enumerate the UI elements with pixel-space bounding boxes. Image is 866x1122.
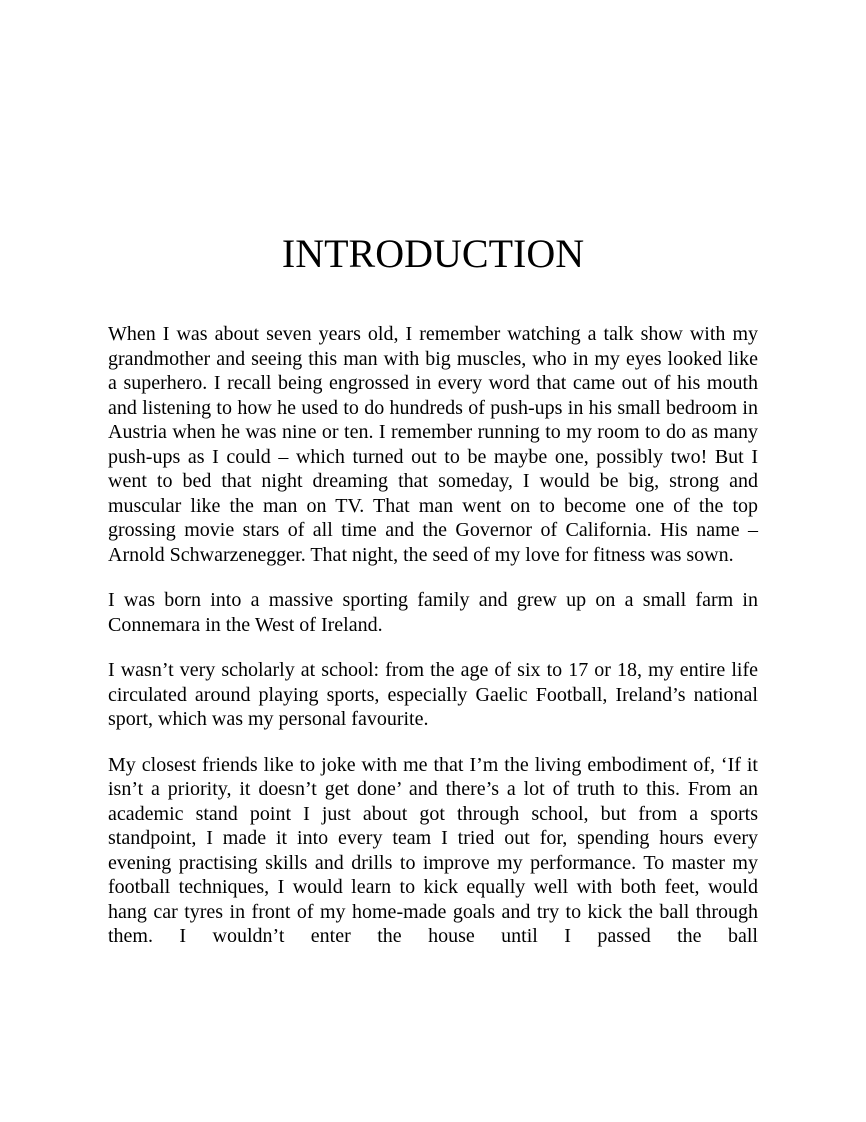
paragraph-1: When I was about seven years old, I remember watching a talk show with my grandmother and seeing this man with big muscles, who in my eyes looked like a superhero. I recall being engrossed in every word that came out of his mouth and listening to how he used to do hundreds of push-ups in his small bedroom in Austria when he was nine or ten. I remember running to my room to do as many push-ups as I could – which turned out to be maybe one, possibly two! But I went to bed that night dreaming that someday, I would be big, strong and muscular like the man on TV. That man went on to become one of the top grossing movie stars of all time and the Governor of California. His name – Arnold Schwarzenegger. That night, the seed of my love for fitness was sown. bbox=[108, 323, 758, 566]
page-title: INTRODUCTION bbox=[281, 231, 585, 276]
paragraph-2: I was born into a massive sporting family and grew up on a small farm in Connemara in the West of Ireland. bbox=[108, 589, 758, 636]
paragraph-4: My closest friends like to joke with me that I’m the living embodiment of, ‘If it isn’t a priority, it doesn’t get done’ and there’s a lot of truth to this. From an academic stand point I just about got through school, but from a sports standpoint, I made it into every team I tried out for, spending hours every evening practising skills and drills to improve my performance. To master my football techniques, I would learn to kick equally well with both feet, would hang car tyres in front of my home-made goals and try to kick the ball through them. I wouldn’t enter the house until I passed the ball bbox=[108, 753, 758, 947]
body-text bbox=[108, 322, 758, 970]
paragraph-3: I wasn’t very scholarly at school: from the age of six to 17 or 18, my entire life circulated around playing sports, especially Gaelic Football, Ireland’s national sport, which was my personal favourite. bbox=[108, 659, 758, 730]
